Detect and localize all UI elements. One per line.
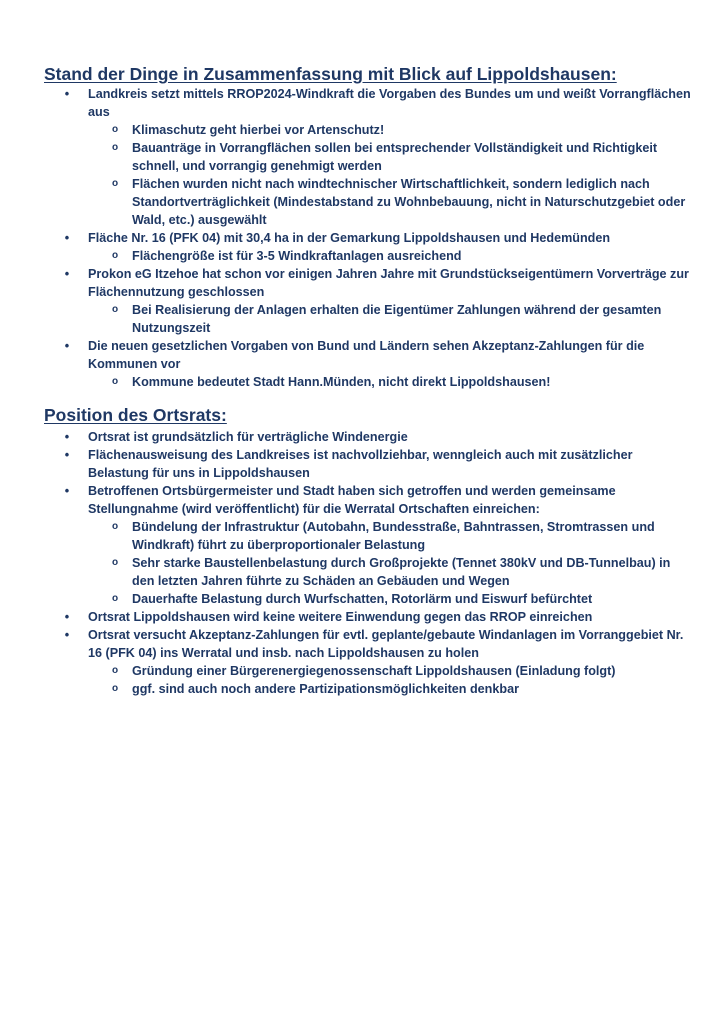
sub-bullet-icon: o [112,683,119,694]
sub-list-item [88,373,692,391]
sub-list-item [88,175,692,229]
sub-list-item-text: Flächengröße ist für 3-5 Windkraftanlagen ausreichend [132,249,462,263]
bullet-icon: • [64,430,70,444]
sub-bullet-icon: o [112,376,119,387]
list-item-text: Ortsrat ist grundsätzlich für verträgliche Windenergie [88,430,408,444]
sub-list-item-text: Sehr starke Baustellenbelastung durch Großprojekte (Tennet 380kV und DB-Tunnelbau) in den letzten Jahren führte zu Schäden an Gebäuden und Wegen [132,556,671,588]
sub-list [88,247,692,265]
sub-list-item-text: ggf. sind auch noch andere Partizipationsmöglichkeiten denkbar [132,682,519,696]
sub-list-item [88,139,692,175]
sub-list-item [88,247,692,265]
sub-list-item [88,121,692,139]
list-item-text: Ortsrat Lippoldshausen wird keine weitere Einwendung gegen das RROP einreichen [88,610,593,624]
sub-bullet-icon: o [112,557,119,568]
bullet-icon: • [64,628,70,642]
sub-list [88,301,692,337]
sub-list-item-text: Klimaschutz geht hierbei vor Artenschutz! [132,123,385,137]
section-heading-position: Position des Ortsrats: [44,405,227,425]
status-list [62,85,692,391]
sub-list [88,373,692,391]
sub-bullet-icon: o [112,250,119,261]
sub-bullet-icon: o [112,593,119,604]
sub-list-item-text: Bündelung der Infrastruktur (Autobahn, Bundesstraße, Bahntrassen, Stromtrassen und Windkraft) führt zu überproportionaler Belastung [132,520,655,552]
sub-bullet-icon: o [112,665,119,676]
list-item [62,482,692,608]
sub-list-item-text: Gründung einer Bürgerenergiegenossenschaft Lippoldshausen (Einladung folgt) [132,664,616,678]
bullet-icon: • [64,339,70,353]
position-list [62,428,692,698]
sub-list-item [88,554,692,590]
sub-list-item-text: Flächen wurden nicht nach windtechnischer Wirtschaftlichkeit, sondern lediglich nach Standortverträglichkeit (Mindestabstand zu Wohnbebauung, nicht in Naturschutzgebiet oder Wald, etc.) ausgewählt [132,177,686,227]
sub-list-item-text: Kommune bedeutet Stadt Hann.Münden, nicht direkt Lippoldshausen! [132,375,551,389]
sub-list-item [88,590,692,608]
sub-bullet-icon: o [112,304,119,315]
sub-list-item [88,662,692,680]
sub-list [88,662,692,698]
sub-list [88,121,692,229]
list-item-text: Flächenausweisung des Landkreises ist nachvollziehbar, wenngleich auch mit zusätzlicher Belastung für uns in Lippoldshausen [88,448,633,480]
list-item-text: Fläche Nr. 16 (PFK 04) mit 30,4 ha in der Gemarkung Lippoldshausen und Hedemünden [88,231,611,245]
sub-bullet-icon: o [112,521,119,532]
sub-list-item-text: Bauanträge in Vorrangflächen sollen bei entsprechender Vollständigkeit und Richtigkeit schnell, und vorrangig genehmigt werden [132,141,658,173]
list-item [62,85,692,229]
list-item-text: Prokon eG Itzehoe hat schon vor einigen Jahren Jahre mit Grundstückseigentümern Vorverträge zur Flächennutzung geschlossen [88,267,689,299]
bullet-icon: • [64,231,70,245]
list-item-text: Die neuen gesetzlichen Vorgaben von Bund und Ländern sehen Akzeptanz-Zahlungen für die Kommunen vor [88,339,645,371]
sub-list-item [88,680,692,698]
sub-list-item [88,301,692,337]
list-item [62,626,692,698]
sub-list-item-text: Bei Realisierung der Anlagen erhalten die Eigentümer Zahlungen während der gesamten Nutzungszeit [132,303,662,335]
list-item-text: Ortsrat versucht Akzeptanz-Zahlungen für evtl. geplante/gebaute Windanlagen im Vorranggebiet Nr. 16 (PFK 04) ins Werratal und insb. nach Lippoldshausen zu holen [88,628,684,660]
sub-bullet-icon: o [112,178,119,189]
sub-bullet-icon: o [112,124,119,135]
bullet-icon: • [64,448,70,462]
sub-list-item [88,518,692,554]
section-heading-status: Stand der Dinge in Zusammenfassung mit Blick auf Lippoldshausen: [44,64,617,84]
bullet-icon: • [64,610,70,624]
sub-list [88,518,692,608]
list-item-text: Betroffenen Ortsbürgermeister und Stadt haben sich getroffen und werden gemeinsame Stellungnahme (wird veröffentlicht) für die Werratal Ortschaften einreichen: [88,484,616,516]
bullet-icon: • [64,87,70,101]
list-item [62,337,692,391]
list-item [62,428,692,446]
list-item [62,229,692,265]
list-item [62,265,692,337]
sub-bullet-icon: o [112,142,119,153]
list-item-text: Landkreis setzt mittels RROP2024-Windkraft die Vorgaben des Bundes um und weißt Vorrangflächen aus [88,87,691,119]
list-item [62,608,692,626]
bullet-icon: • [64,484,70,498]
list-item [62,446,692,482]
sub-list-item-text: Dauerhafte Belastung durch Wurfschatten, Rotorlärm und Eiswurf befürchtet [132,592,593,606]
bullet-icon: • [64,267,70,281]
